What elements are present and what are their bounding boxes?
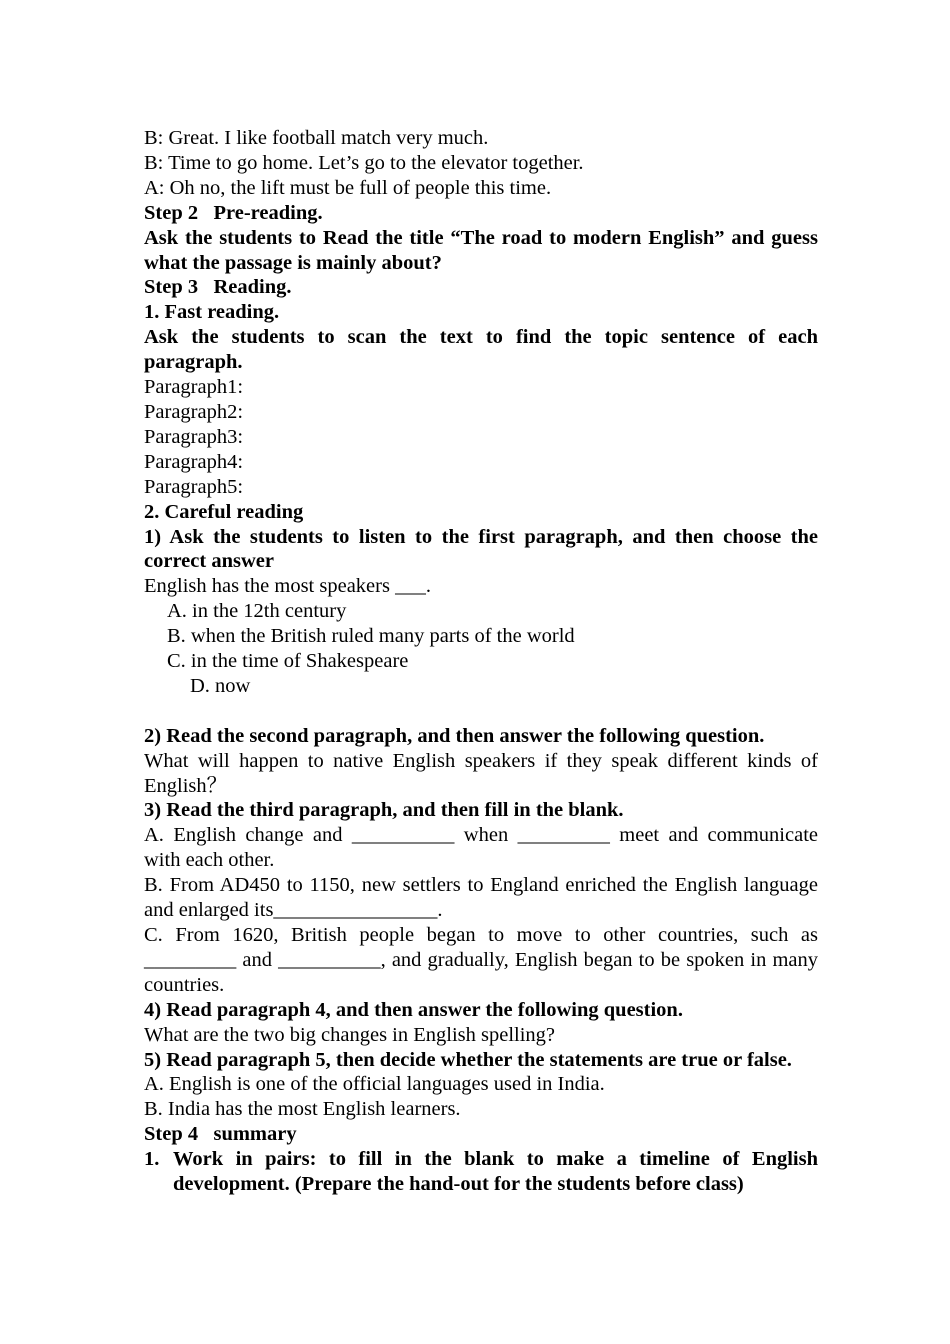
- q5-statement: B. India has the most English learners.: [144, 1098, 461, 1121]
- fast-reading-instruction: Ask the students to scan the text to find the topic sentence of each paragraph.: [144, 326, 818, 374]
- q5-instruction: 5) Read paragraph 5, then decide whether the statements are true or false.: [144, 1048, 792, 1071]
- step4-item-number: 1.: [144, 1148, 160, 1171]
- q1-option: A. in the 12th century: [167, 600, 347, 623]
- q5-statement: A. English is one of the official languages used in India.: [144, 1073, 605, 1096]
- q3-item: B. From AD450 to 1150, new settlers to England enriched the English language and enlarged its________________.: [144, 874, 818, 922]
- dialogue-line: B: Great. I like football match very much.: [144, 127, 489, 149]
- q2-question: What will happen to native English speakers if they speak different kinds of English？: [144, 749, 818, 797]
- careful-reading-heading: 2. Careful reading: [144, 500, 304, 523]
- q1-option: B. when the British ruled many parts of the world: [167, 625, 575, 648]
- q4-instruction: 4) Read paragraph 4, and then answer the following question.: [144, 998, 683, 1021]
- blank-line: [144, 699, 818, 724]
- q1-stem: English has the most speakers ___.: [144, 575, 431, 598]
- step2-heading: Step 2 Pre-reading.: [144, 201, 323, 224]
- q3-item: A. English change and __________ when _________ meet and communicate with each other.: [144, 824, 818, 872]
- dialogue-line: A: Oh no, the lift must be full of people this time.: [144, 176, 552, 199]
- q3-instruction: 3) Read the third paragraph, and then fill in the blank.: [144, 799, 624, 822]
- step4-item-text: Work in pairs: to fill in the blank to make a timeline of English development. (Prepare the hand-out for the students before class): [173, 1148, 818, 1196]
- fast-reading-heading: 1. Fast reading.: [144, 301, 280, 324]
- step4-heading: Step 4 summary: [144, 1123, 297, 1146]
- paragraph-label: Paragraph4:: [144, 450, 244, 473]
- q3-item: C. From 1620, British people began to move to other countries, such as _________ and __________, and gradually, English began to be spoken in many countries.: [144, 923, 818, 996]
- q1-option: D. now: [190, 674, 251, 697]
- paragraph-label: Paragraph1:: [144, 376, 244, 399]
- q1-option: C. in the time of Shakespeare: [167, 650, 409, 673]
- q4-question: What are the two big changes in English spelling?: [144, 1023, 556, 1046]
- paragraph-label: Paragraph2:: [144, 400, 244, 423]
- step2-instruction: Ask the students to Read the title “The road to modern English” and guess what the passage is mainly about?: [144, 226, 818, 274]
- q1-instruction: 1) Ask the students to listen to the first paragraph, and then choose the correct answer: [144, 525, 818, 573]
- dialogue-line: B: Time to go home. Let’s go to the elevator together.: [144, 151, 584, 174]
- q2-instruction: 2) Read the second paragraph, and then answer the following question.: [144, 724, 765, 747]
- step3-heading: Step 3 Reading.: [144, 276, 292, 299]
- paragraph-label: Paragraph5:: [144, 475, 244, 498]
- document-page: [144, 126, 818, 1197]
- paragraph-label: Paragraph3:: [144, 425, 244, 448]
- step4-item: [144, 1147, 818, 1197]
